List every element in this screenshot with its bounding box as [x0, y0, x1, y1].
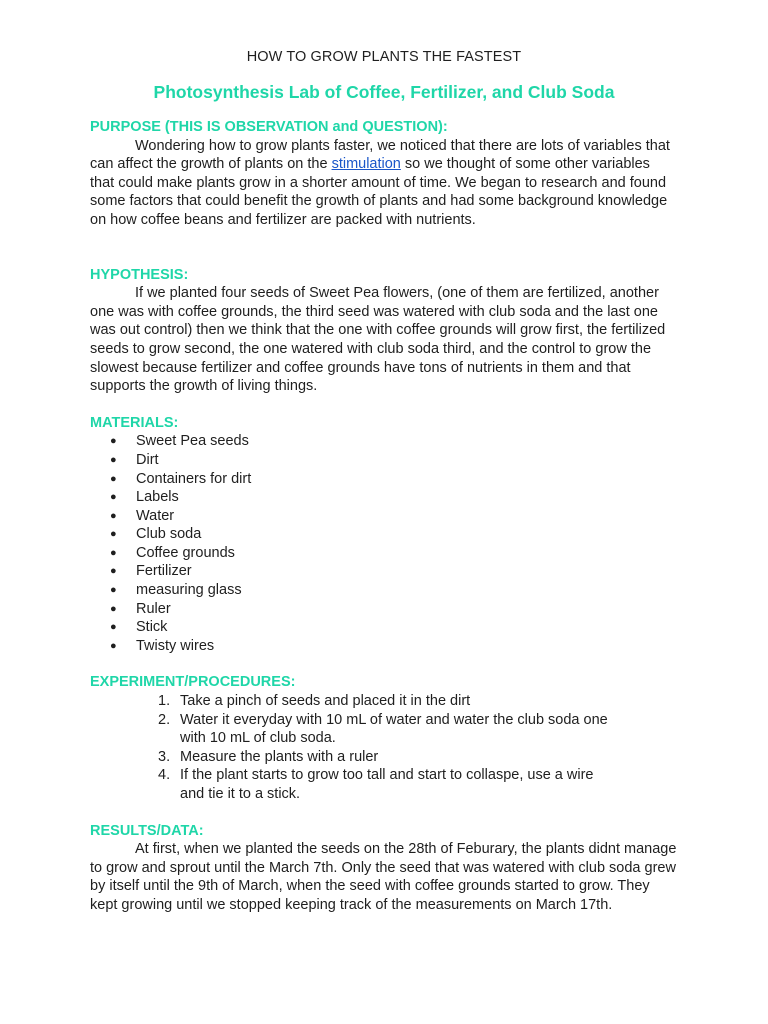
list-item-label: measuring glass [136, 582, 242, 599]
bullet-icon: ● [110, 472, 117, 485]
list-item [158, 766, 678, 803]
list-item-label: Coffee grounds [136, 544, 235, 561]
list-item-label: Twisty wires [136, 637, 215, 654]
bullet-icon: ● [110, 435, 117, 448]
list-item [110, 544, 678, 563]
list-item-label: Fertilizer [136, 563, 192, 580]
hypothesis-section [90, 266, 678, 396]
list-item-label: Club soda [136, 526, 202, 543]
bullet-icon: ● [110, 491, 117, 504]
list-item [158, 711, 678, 748]
results-section [90, 822, 678, 915]
materials-list [90, 432, 678, 655]
materials-section [90, 414, 678, 656]
hypothesis-heading: HYPOTHESIS: [90, 266, 189, 283]
results-paragraph: At first, when we planted the seeds on the 28th of Feburary, the plants didnt manage to grow and sprout until the March 7th. Only the seed that was watered with club soda grew by itself until the 9th of March, when the seed with coffee grounds started to grow. They kept growing until we stopped keeping track of the measurements on March 17th. [90, 841, 677, 913]
bullet-icon: ● [110, 528, 117, 541]
list-item [110, 581, 678, 600]
procedures-heading: EXPERIMENT/PROCEDURES: [90, 674, 296, 691]
stimulation-link[interactable]: stimulation [331, 156, 401, 173]
purpose-section [90, 118, 678, 230]
step-number: 4. [158, 767, 171, 784]
step-text: Measure the plants with a ruler [180, 748, 379, 765]
list-item [110, 600, 678, 619]
step-number: 2. [158, 711, 171, 728]
purpose-heading: PURPOSE (THIS IS OBSERVATION and QUESTION): [90, 119, 448, 135]
procedures-list [90, 692, 678, 804]
step-text: If the plant starts to grow too tall and start to collaspe, use a wire and tie it to a stick. [180, 767, 594, 802]
list-item-label: Labels [136, 489, 179, 506]
document-title: HOW TO GROW PLANTS THE FASTEST [246, 49, 522, 65]
hypothesis-paragraph: If we planted four seeds of Sweet Pea flowers, (one of them are fertilized, another one was with coffee grounds, the third seed was watered with club soda and the last one was out control) then we think that the one with coffee grounds will grow first, the fertilized seeds to grow second, the one watered with club soda third, and the control to grow the slowest because fertilizer and coffee grounds have tons of nutrients in them and that supports the growth of living things. [90, 285, 666, 395]
list-item-label: Dirt [136, 451, 159, 468]
step-text: Take a pinch of seeds and placed it in the dirt [180, 693, 471, 710]
bullet-icon: ● [110, 565, 117, 578]
step-text: Water it everyday with 10 mL of water and water the club soda one with 10 mL of club soda. [180, 711, 608, 747]
list-item-label: Ruler [136, 600, 171, 617]
bullet-icon: ● [110, 602, 117, 615]
list-item-label: Stick [136, 619, 168, 636]
list-item [110, 637, 678, 656]
list-item [110, 451, 678, 470]
list-item [110, 507, 678, 526]
list-item-label: Water [136, 507, 175, 524]
list-item [158, 692, 678, 711]
bullet-icon: ● [110, 639, 117, 652]
bullet-icon: ● [110, 584, 117, 597]
step-number: 1. [158, 693, 171, 710]
purpose-text-end: so we thought of some other variables that could make plants grow in a shorter amount of time. We began to research and found some factors that could benefit the growth of plants and had some background knowledge on how coffee beans and fertilizer are packed with nutrients. [90, 156, 668, 228]
list-item-label: Containers for dirt [136, 470, 252, 487]
bullet-icon: ● [110, 453, 117, 466]
document-subtitle: Photosynthesis Lab of Coffee, Fertilizer, and Club Soda [153, 82, 615, 102]
bullet-icon: ● [110, 621, 117, 634]
list-item-label: Sweet Pea seeds [136, 433, 249, 450]
step-number: 3. [158, 748, 171, 765]
list-item [158, 748, 678, 767]
list-item [110, 432, 678, 451]
procedures-section [90, 673, 678, 803]
list-item [110, 618, 678, 637]
materials-heading: MATERIALS: [90, 414, 179, 431]
purpose-paragraph [90, 137, 678, 230]
bullet-icon: ● [110, 509, 117, 522]
list-item [110, 488, 678, 507]
list-item [110, 562, 678, 581]
list-item [110, 525, 678, 544]
purpose-text-start: Wondering how to grow plants faster, we noticed that there are lots of variables that can affect the growth of plants on the [90, 137, 670, 173]
bullet-icon: ● [110, 546, 117, 559]
list-item [110, 470, 678, 489]
results-heading: RESULTS/DATA: [90, 822, 204, 839]
